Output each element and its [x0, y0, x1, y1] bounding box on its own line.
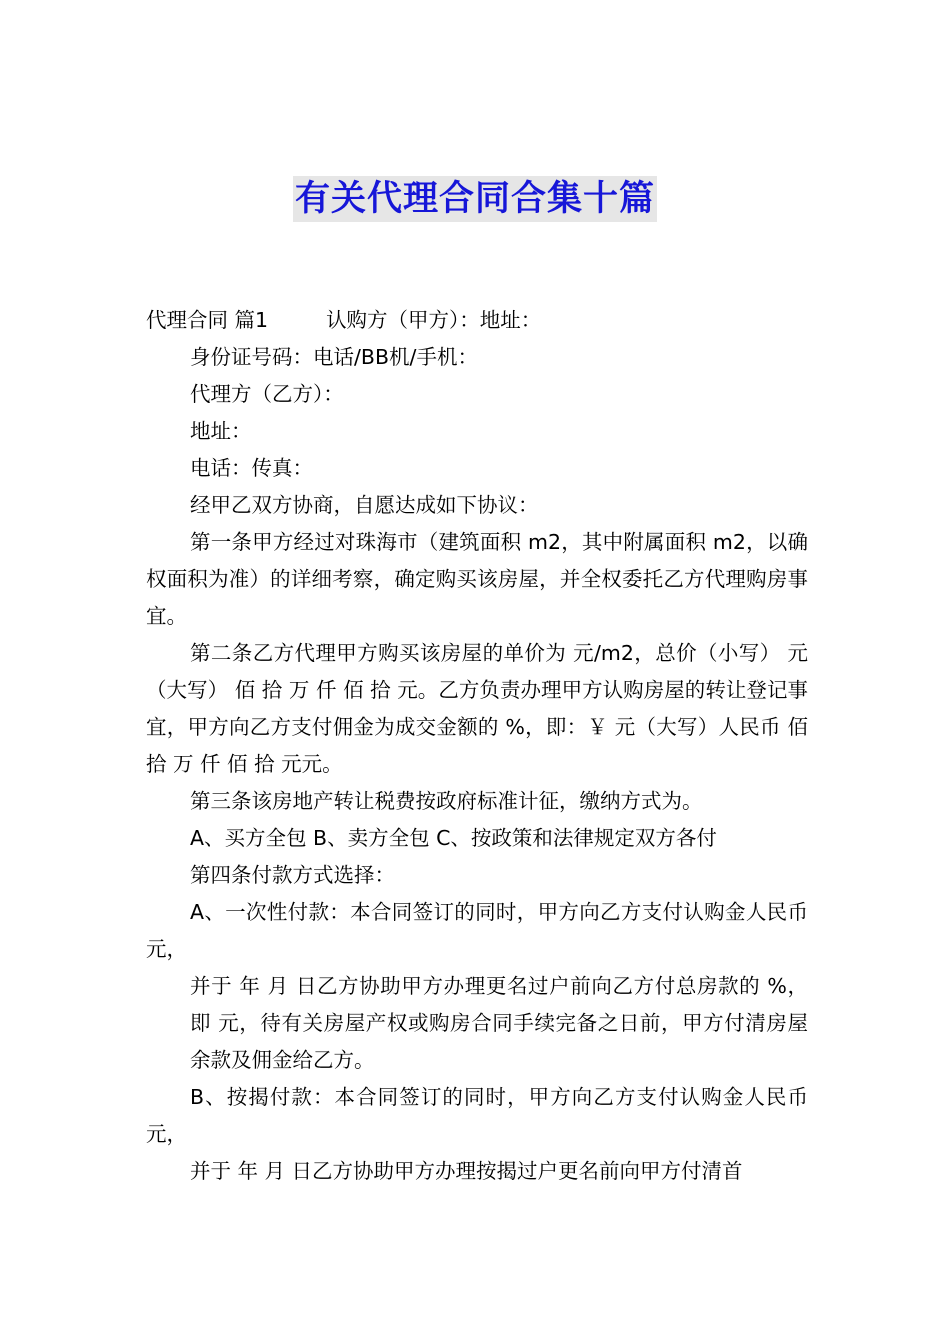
paragraph-option-a-detail: 并于 年 月 日乙方协助甲方办理更名过户前向乙方付总房款的 %，即 元，待有关房屋产权或购房合同手续完备之日前，甲方付清房屋余款及佣金给乙方。 — [190, 974, 808, 1072]
paragraph-article-3: 第三条该房地产转让税费按政府标准计征，缴纳方式为。 — [190, 789, 703, 813]
paragraph-article-3-options: A、买方全包 B、卖方全包 C、按政策和法律规定双方各付 — [190, 826, 717, 850]
paragraph-article-2: 第二条乙方代理甲方购买该房屋的单价为 元/m2，总价（小写） 元（大写） 佰 拾 万 仟 佰 拾 元。乙方负责办理甲方认购房屋的转让登记事宜，甲方向乙方支付佣金为成交金额的 %，即：￥ 元（大写）人民币 佰 拾 万 仟 佰 拾 元元。 — [146, 641, 808, 776]
paragraph-option-a: A、一次性付款：本合同签订的同时，甲方向乙方支付认购金人民币 元， — [146, 900, 808, 961]
paragraph-option-b: B、按揭付款：本合同签订的同时，甲方向乙方支付认购金人民币 元， — [146, 1085, 808, 1146]
document-body — [146, 302, 808, 1190]
contract-section-label: 代理合同 篇1 — [146, 308, 269, 332]
buyer-party-line: 认购方（甲方）：地址： — [326, 308, 542, 332]
paragraph-address: 地址： — [190, 419, 252, 443]
title-container — [0, 176, 950, 222]
paragraph-phone-fax: 电话：传真： — [190, 456, 313, 480]
paragraph-contract-heading — [146, 302, 808, 339]
paragraph-agreement-intro: 经甲乙双方协商，自愿达成如下协议： — [190, 493, 539, 517]
paragraph-article-1: 第一条甲方经过对珠海市（建筑面积 m2，其中附属面积 m2，以确权面积为准）的详细考察，确定购买该房屋，并全权委托乙方代理购房事宜。 — [146, 530, 808, 628]
paragraph-agent-party: 代理方（乙方）： — [190, 382, 344, 406]
paragraph-article-4: 第四条付款方式选择： — [190, 863, 395, 887]
document-title: 有关代理合同合集十篇 — [293, 176, 657, 222]
paragraph-id-phone: 身份证号码：电话/BB机/手机： — [190, 345, 478, 369]
paragraph-option-b-detail: 并于 年 月 日乙方协助甲方办理按揭过户更名前向甲方付清首 — [190, 1159, 743, 1183]
